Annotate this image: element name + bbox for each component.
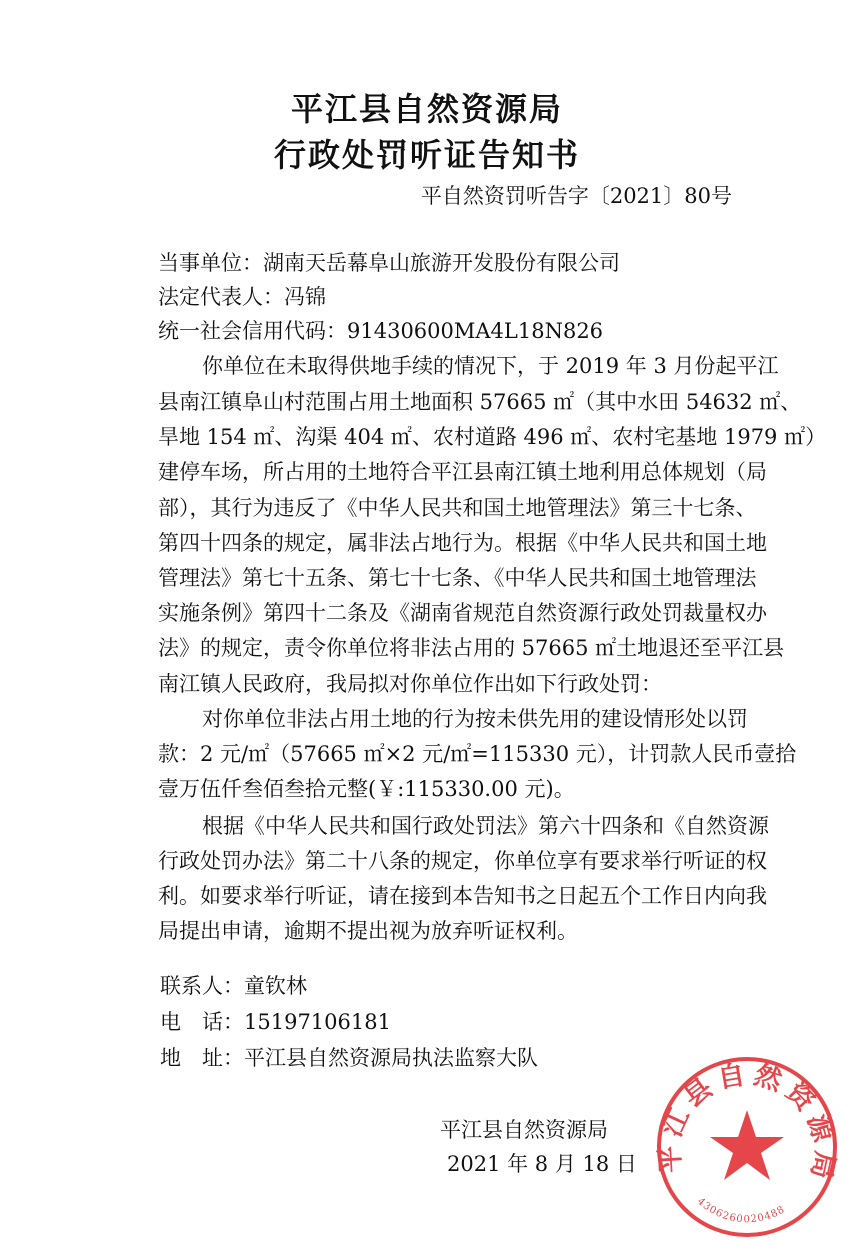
body-line: 行政处罚办法》第二十八条的规定，你单位享有要求举行听证的权 (158, 849, 767, 873)
seal-code: 4306260020488 (694, 1195, 788, 1226)
body-line: 县南江镇阜山村范围占用土地面积 57665 ㎡（其中水田 54632 ㎡、 (158, 390, 802, 414)
body-line: 对你单位非法占用土地的行为按未供先用的建设情形处以罚 (202, 707, 748, 731)
body-line: 局提出申请，逾期不提出视为放弃听证权利。 (158, 919, 578, 943)
body-line: 南江镇人民政府，我局拟对你单位作出如下行政处罚： (158, 672, 662, 696)
contact-address: 地 址：平江县自然资源局执法监察大队 (160, 1046, 538, 1070)
contact-phone: 电 话：15197106181 (160, 1010, 391, 1034)
body-line: 建停车场，所占用的土地符合平江县南江镇土地利用总体规划（局 (158, 460, 767, 484)
body-line: 部），其行为违反了《中华人民共和国土地管理法》第三十七条、 (158, 496, 757, 520)
document-number: 平自然资罚听告字〔2021〕80号 (420, 184, 732, 208)
body-line: 实施条例》第四十二条及《湖南省规范自然资源行政处罚裁量权办 (158, 601, 767, 625)
issuer-name: 平江县自然资源局 (440, 1118, 608, 1142)
official-seal-stamp (652, 1052, 842, 1242)
body-line: 利。如要求举行听证，请在接到本告知书之日起五个工作日内向我 (158, 884, 767, 908)
body-line: 管理法》第七十五条、第七十七条、《中华人民共和国土地管理法 (158, 566, 757, 590)
party-unit: 当事单位：湖南天岳幕阜山旅游开发股份有限公司 (158, 251, 620, 275)
contact-person: 联系人：童钦林 (160, 974, 307, 998)
svg-text:4306260020488 (695, 1196, 787, 1225)
seal-text: 平江县自然资源局 (654, 1058, 841, 1188)
body-line: 根据《中华人民共和国行政处罚法》第六十四条和《自然资源 (202, 814, 769, 838)
document-title-line2: 行政处罚听证告知书 (273, 136, 580, 174)
body-line: 壹万伍仟叁佰叁拾元整(￥:115330.00 元)。 (158, 777, 575, 801)
body-line: 第四十四条的规定，属非法占地行为。根据《中华人民共和国土地 (158, 531, 767, 555)
legal-representative: 法定代表人：冯锦 (158, 285, 326, 309)
issue-date: 2021 年 8 月 18 日 (447, 1152, 637, 1176)
body-line: 法》的规定，责令你单位将非法占用的 57665 ㎡土地退还至平江县 (158, 636, 785, 660)
credit-code: 统一社会信用代码：91430600MA4L18N826 (158, 319, 604, 343)
body-line: 旱地 154 ㎡、沟渠 404 ㎡、农村道路 496 ㎡、农村宅基地 1979 ㎡） (158, 425, 827, 449)
body-line: 你单位在未取得供地手续的情况下，于 2019 年 3 月份起平江 (202, 354, 779, 378)
body-line: 款：2 元/㎡（57665 ㎡×2 元/㎡=115330 元），计罚款人民币壹拾 (158, 742, 797, 766)
document-title-line1: 平江县自然资源局 (290, 90, 563, 128)
seal-star-icon (710, 1110, 784, 1180)
